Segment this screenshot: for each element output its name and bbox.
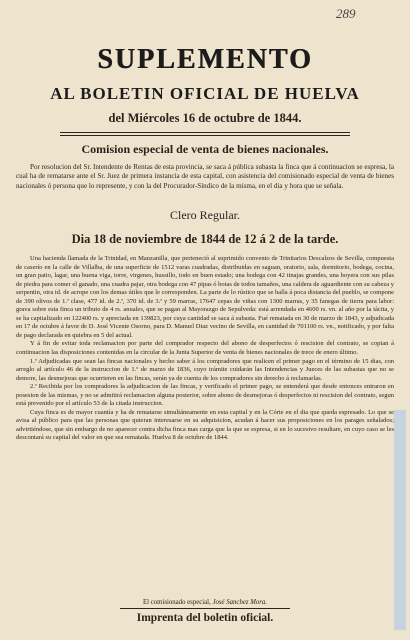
paragraph: 1.ª Adjudicadas que sean las fincas nacionales y hecho saber á los compradores que realicen el primer pago en el término de 15 dias, con arreglo al artículo 46 de la instruccion de 1.º de marzo de 1836, cuyo trámite cuidarán las Intendencias y Jueces de las subastas que no se demore, las desmejoras que ocurrieren en las fincas, serán ya de cuenta de los compradores sin derecho á reclamarlas. (16, 357, 394, 382)
intro-paragraph: Por resolucion del Sr. Intendente de Rentas de esta provincia, se saca á pública subasta la finca que á continuacion se espresa, la cual ha de rematarse ante el Sr. Juez de primera instancia de esta capital, con asistencia del comisionado especial de venta de bienes nacionales ó persona que lo represente, y con la del Procurador-Síndico de la misma, en el dia y hora que se señala. (16, 163, 394, 190)
signature-name: José Sanchez Mora. (212, 599, 268, 606)
paragraph: 2.ª Recibida por los compradores la adjudicacion de las fincas, y verificado el primer pago, se entenderá que desde entonces entraron en posesion de las mismas, y no se admitirá reclamacion alguna posterior, sobre abono de desmejoras ó desperfectos ni rescision del contrato, segun está prevenido por el artículo 53 de la citada instruccion. (16, 383, 394, 408)
body-text (16, 255, 394, 443)
section-title: Clero Regular. (170, 208, 240, 222)
auction-date: Dia 18 de noviembre de 1844 de 12 á 2 de la tarde. (71, 232, 339, 246)
paragraph: Y á fin de evitar toda reclamacion por parte del comprador respecto del abono de desperfectos ó rescision del contrato, se copian á continuacion las disposiciones contenidas en la circular de la Junta Superior de venta de bienes nacionales de trece de enero último. (16, 340, 394, 357)
main-title: SUPLEMENTO (97, 44, 313, 75)
commission-title: Comision especial de venta de bienes nacionales. (81, 142, 329, 156)
divider (60, 135, 350, 136)
divider (60, 132, 350, 133)
signature (0, 599, 410, 606)
subtitle: AL BOLETIN OFICIAL DE HUELVA (50, 84, 360, 103)
signature-label: El comisionado especial, (142, 599, 211, 606)
archive-stamp (394, 410, 406, 630)
paragraph: Una hacienda llamada de la Trinidad, en Manzanilla, que perteneció al suprimido convento de Trinitarios Descalzos de Sevilla, compuesta de caserío en la calle de Villalba, de una superficie de 1512 varas cuadradas, distribuidas en saguan, oratorio, sala, dormitorio, bodega, cocina, un gran patio, lagar, una buena viga, torre, virgenes, hussillo, todo en buen estado; una bodega con 42 tinajas grandes, una boyera con sus pilas de piedra para comer el ganado, una cuadra pajar, otra bodega con 47 pipas ó botas de todos tamaños, una caldera de aguardiente con su cabeza y serpentin, otra id. de acrope con los demas útiles que le corresponden. La parte de lo rústico que se halla á poca distancia del pueblo, se compone de 390 olivos de 1.ª clase, 477 id. de 2.ª, 370 id. de 3.ª y 59 marras, 17647 cepas de viñas con 1300 marras, y 35 fanegas de tierra para labor: grava sobre esta finca un tributo de 4 rs. anuales, que se pagan al Mayorazgo de Sepulveda: está arrendada en 4600 rs. vn. al año por la tácita, y se ha capitalizado en 122400 rs. y apreciada en 139823, por cuya cantidad se saca á subasta. Fué rematada en 30 de marzo de 1843, y adjudicada en 17 de octubre á favor de D. José Vicente Osorno, para D. Manuel Diaz vecino de Sevilla, en cantidad de 701100 rs. vn., notificado, y por falta de pago declarada en quiebra en 5 del actual. (16, 255, 394, 339)
divider (120, 608, 290, 609)
date-line: del Miércoles 16 de octubre de 1844. (108, 111, 302, 125)
page-number: 289 (336, 6, 356, 21)
paragraph: Cuya finca es de mayor cuantía y ha de rematarse simultáneamente en esta capital y en la Córte en el dia que queda espresado. Lo que se avisa al público para que las personas que quieran interesarse en su adquisicion, acudan á hacer sus proposiciones en los parages señalados; advirtiéndose, que sin embargo de no aparecer contra dicha finca mas carga que la que se espresa, si en lo sucesivo resultare, en cuyo caso se les descontará su capital del valor en que sea rematada. Huelva 8 de octubre de 1844. (16, 408, 394, 442)
footer-imprint: Imprenta del boletin oficial. (136, 612, 274, 624)
